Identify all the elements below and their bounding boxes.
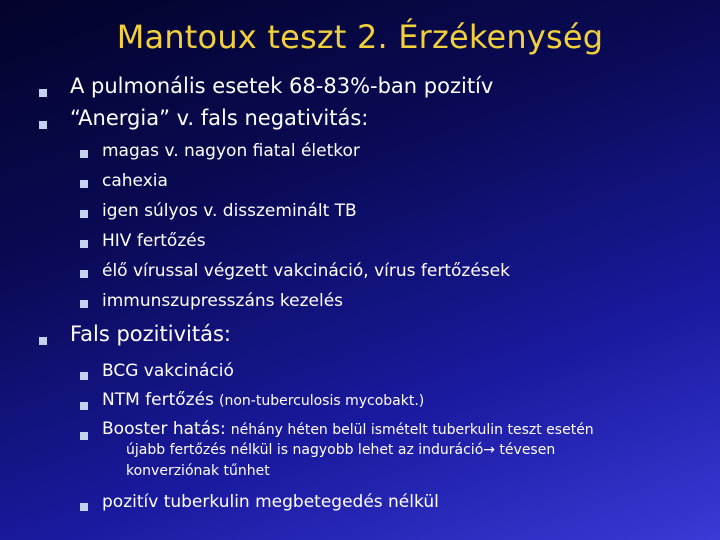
bullet-square-icon xyxy=(80,402,88,410)
subitem-ntm xyxy=(102,390,424,410)
slide-title: Mantoux teszt 2. Érzékenység xyxy=(116,18,604,56)
ntm-main-text: NTM fertőzés xyxy=(102,390,214,410)
subitem-booster xyxy=(102,419,594,439)
subitem-vaccination: élő vírussal végzett vakcináció, vírus fertőzések xyxy=(102,261,510,281)
bullet-square-icon xyxy=(80,180,88,188)
bullet-square-icon xyxy=(39,121,47,129)
subitem-bcg: BCG vakcináció xyxy=(102,361,234,381)
booster-text-3: konverziónak tűnhet xyxy=(126,463,270,479)
bullet-square-icon xyxy=(80,300,88,308)
subitem-severe-tb: igen súlyos v. disszeminált TB xyxy=(102,201,357,221)
bullet-item-pulmonary: A pulmonális esetek 68-83%-ban pozitív xyxy=(70,74,494,98)
bullet-item-anergia: “Anergia” v. fals negativitás: xyxy=(70,106,369,130)
booster-main-text: Booster hatás: xyxy=(102,419,226,439)
booster-text-2: újabb fertőzés nélkül is nagyobb lehet az induráció→ tévesen xyxy=(126,442,556,458)
booster-text-1: néhány héten belül ismételt tuberkulin teszt esetén xyxy=(230,422,594,438)
subitem-hiv: HIV fertőzés xyxy=(102,231,206,251)
subitem-cahexia: cahexia xyxy=(102,171,168,191)
ntm-note-text: (non-tuberculosis mycobakt.) xyxy=(219,393,425,409)
bullet-square-icon xyxy=(80,270,88,278)
bullet-square-icon xyxy=(39,89,47,97)
subitem-age: magas v. nagyon fiatal életkor xyxy=(102,141,360,161)
bullet-square-icon xyxy=(80,503,88,511)
bullet-square-icon xyxy=(80,432,88,440)
bullet-square-icon xyxy=(80,240,88,248)
bullet-square-icon xyxy=(80,150,88,158)
bullet-square-icon xyxy=(80,372,88,380)
bullet-item-fals-pozitiv: Fals pozitivitás: xyxy=(70,322,231,346)
subitem-immunosuppressive: immunszupresszáns kezelés xyxy=(102,291,344,311)
bullet-square-icon xyxy=(80,210,88,218)
subitem-last: pozitív tuberkulin megbetegedés nélkül xyxy=(102,492,439,512)
bullet-square-icon xyxy=(39,337,47,345)
